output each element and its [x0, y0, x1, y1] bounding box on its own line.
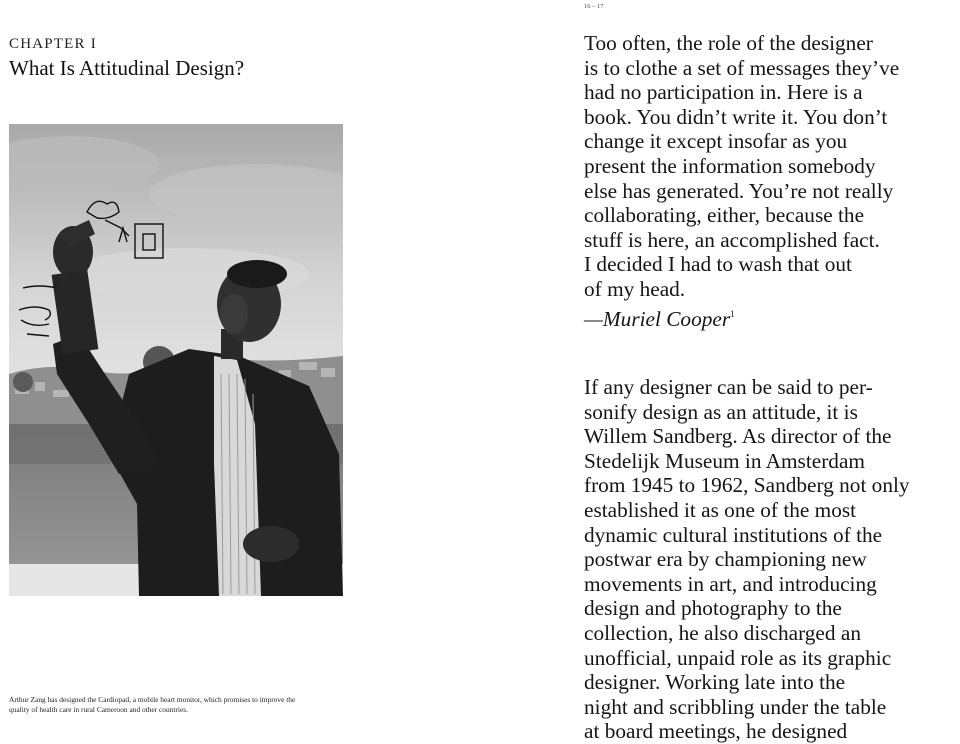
- quote-line: collaborating, either, because the: [584, 203, 865, 228]
- body-line: sonify design as an attitude, it is: [584, 399, 858, 424]
- quote-line: book. You didn’t write it. You don’t: [584, 104, 888, 129]
- caption-line: quality of health care in rural Cameroon and other countries.: [9, 705, 188, 714]
- quote-line: I decided I had to wash that out: [584, 252, 852, 277]
- body-line: from 1945 to 1962, Sandberg not only: [584, 473, 910, 498]
- body-line: dynamic cultural institutions of the: [584, 522, 883, 547]
- page-numbers: 16 – 17: [584, 3, 604, 10]
- body-line: If any designer can be said to per-: [584, 375, 873, 399]
- quote-line: stuff is here, an accomplished fact.: [584, 227, 880, 252]
- footnote-marker[interactable]: 1: [730, 308, 735, 319]
- body-line: collection, he also discharged an: [584, 620, 861, 645]
- chapter-label: CHAPTER I: [9, 36, 97, 52]
- body-line: at board meetings, he designed: [584, 719, 848, 744]
- body-line: unofficial, unpaid role as its graphic: [584, 645, 892, 670]
- caption-line: Arthur Zang has designed the Cardiopad, a mobile heart monitor, which promises to improve the: [9, 695, 296, 704]
- quote-line: Too often, the role of the designer: [584, 31, 873, 55]
- body-line: designer. Working late into the: [584, 670, 846, 695]
- quote-line: present the information somebody: [584, 153, 876, 178]
- quote-line: is to clothe a set of messages they’ve: [584, 55, 900, 80]
- photo-caption: [9, 695, 359, 715]
- body-line: Willem Sandberg. As director of the: [584, 424, 892, 449]
- photo-illustration: [9, 124, 343, 596]
- body-line: night and scribbling under the table: [584, 694, 887, 719]
- body-line: Stedelijk Museum in Amsterdam: [584, 448, 865, 473]
- attribution-text: —Muriel Cooper: [584, 306, 731, 331]
- body-text: [584, 375, 910, 744]
- chapter-title: What Is Attitudinal Design?: [9, 56, 245, 80]
- epigraph-quote: [584, 31, 900, 331]
- body-line: movements in art, and introducing: [584, 571, 877, 596]
- body-line: design and photography to the: [584, 596, 842, 621]
- body-line: established it as one of the most: [584, 497, 857, 522]
- quote-line: change it except insofar as you: [584, 129, 848, 154]
- body-line: postwar era by championing new: [584, 547, 867, 572]
- quote-attribution: [584, 302, 899, 331]
- quote-line: had no participation in. Here is a: [584, 80, 863, 105]
- photo-man-drawing-on-glass: [9, 124, 343, 596]
- quote-line: of my head.: [584, 276, 686, 301]
- quote-line: else has generated. You’re not really: [584, 178, 894, 203]
- left-page: [0, 0, 480, 724]
- right-page: [480, 0, 960, 744]
